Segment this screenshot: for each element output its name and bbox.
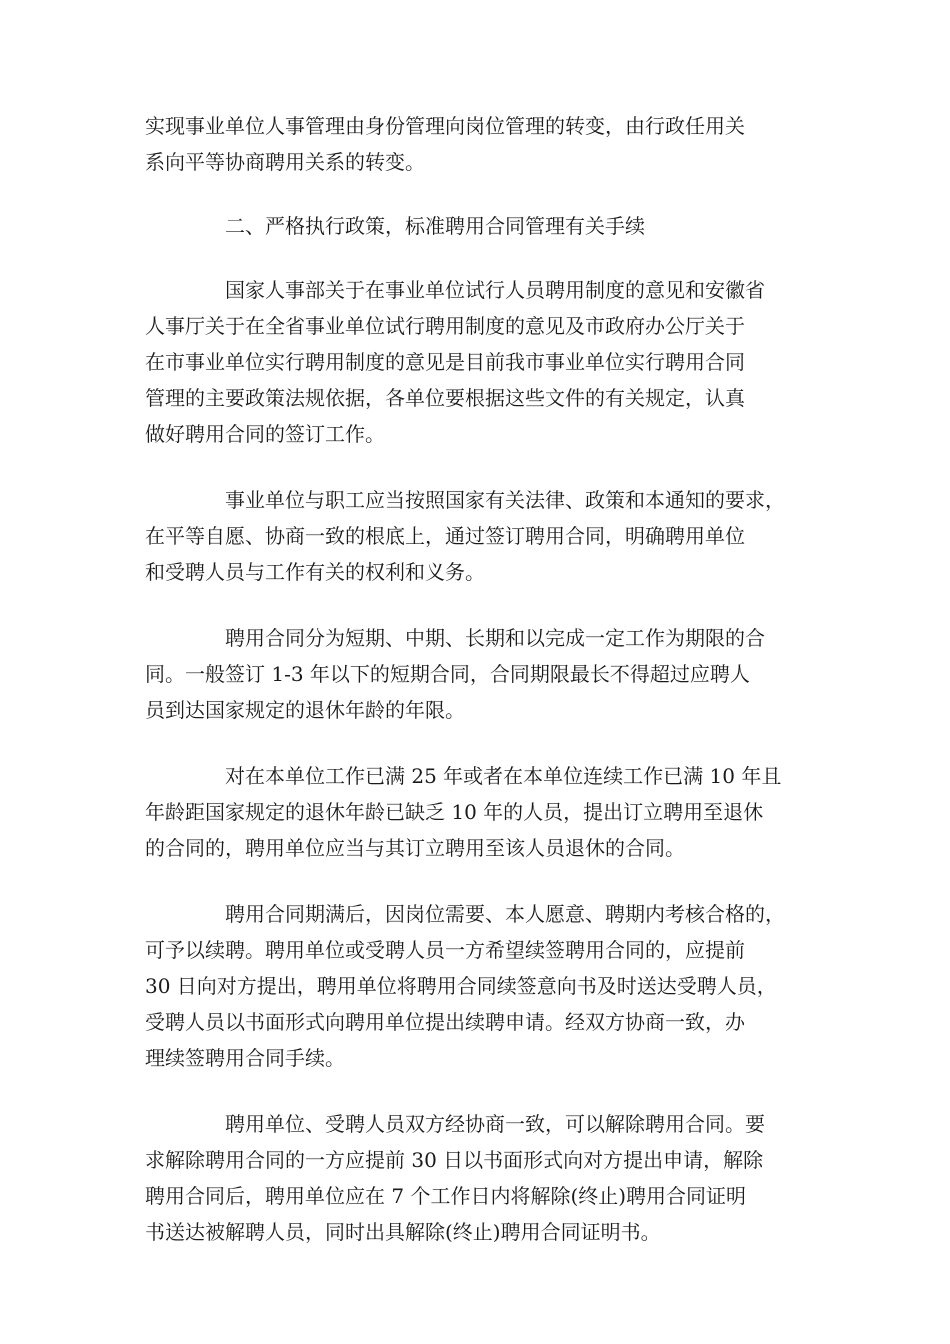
text-line: 聘用合同分为短期、中期、长期和以完成一定工作为期限的合 bbox=[225, 626, 765, 650]
text-line: 人事厅关于在全省事业单位试行聘用制度的意见及市政府办公厅关于 bbox=[145, 314, 745, 338]
document-body bbox=[145, 108, 815, 1280]
text-line: 国家人事部关于在事业单位试行人员聘用制度的意见和安徽省 bbox=[225, 278, 765, 302]
text-line: 实现事业单位人事管理由身份管理向岗位管理的转变，由行政任用关 bbox=[145, 114, 745, 138]
section-heading bbox=[145, 210, 815, 242]
paragraph-continuation bbox=[145, 108, 815, 180]
paragraph-retirement-contract bbox=[145, 758, 815, 866]
paragraph-equal-rights bbox=[145, 482, 815, 590]
text-line: 年龄距国家规定的退休年龄已缺乏 10 年的人员，提出订立聘用至退休 bbox=[145, 800, 764, 824]
text-line: 的合同的，聘用单位应当与其订立聘用至该人员退休的合同。 bbox=[145, 836, 685, 860]
text-line: 聘用合同期满后，因岗位需要、本人愿意、聘期内考核合格的， bbox=[225, 902, 785, 926]
heading-line: 二、严格执行政策，标准聘用合同管理有关手续 bbox=[225, 214, 645, 238]
paragraph-renewal bbox=[145, 896, 815, 1076]
paragraph-contract-types bbox=[145, 620, 815, 728]
text-line: 对在本单位工作已满 25 年或者在本单位连续工作已满 10 年且 bbox=[225, 764, 782, 788]
text-line: 做好聘用合同的签订工作。 bbox=[145, 422, 385, 446]
text-line: 在市事业单位实行聘用制度的意见是目前我市事业单位实行聘用合同 bbox=[145, 350, 745, 374]
text-line: 在平等自愿、协商一致的根底上，通过签订聘用合同，明确聘用单位 bbox=[145, 524, 745, 548]
text-line: 聘用单位、受聘人员双方经协商一致，可以解除聘用合同。要 bbox=[225, 1112, 765, 1136]
text-line: 书送达被解聘人员，同时出具解除(终止)聘用合同证明书。 bbox=[145, 1220, 661, 1244]
text-line: 和受聘人员与工作有关的权利和义务。 bbox=[145, 560, 485, 584]
text-line: 理续签聘用合同手续。 bbox=[145, 1046, 345, 1070]
text-line: 同。一般签订 1-3 年以下的短期合同，合同期限最长不得超过应聘人 bbox=[145, 662, 750, 686]
text-line: 求解除聘用合同的一方应提前 30 日以书面形式向对方提出申请，解除 bbox=[145, 1148, 764, 1172]
text-line: 系向平等协商聘用关系的转变。 bbox=[145, 150, 425, 174]
text-line: 30 日向对方提出，聘用单位将聘用合同续签意向书及时送达受聘人员， bbox=[145, 974, 777, 998]
paragraph-termination bbox=[145, 1106, 815, 1250]
text-line: 聘用合同后，聘用单位应在 7 个工作日内将解除(终止)聘用合同证明 bbox=[145, 1184, 747, 1208]
text-line: 事业单位与职工应当按照国家有关法律、政策和本通知的要求， bbox=[225, 488, 785, 512]
text-line: 员到达国家规定的退休年龄的年限。 bbox=[145, 698, 465, 722]
text-line: 受聘人员以书面形式向聘用单位提出续聘申请。经双方协商一致，办 bbox=[145, 1010, 745, 1034]
text-line: 可予以续聘。聘用单位或受聘人员一方希望续签聘用合同的，应提前 bbox=[145, 938, 745, 962]
text-line: 管理的主要政策法规依据，各单位要根据这些文件的有关规定，认真 bbox=[145, 386, 745, 410]
paragraph-policy-basis bbox=[145, 272, 815, 452]
